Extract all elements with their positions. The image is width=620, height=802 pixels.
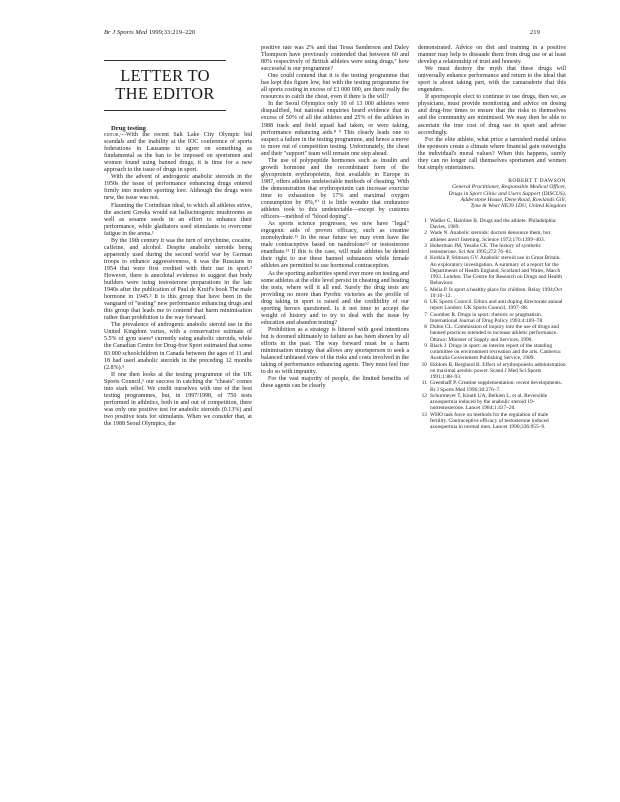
section-title-line-1: LETTER TO xyxy=(120,66,210,85)
paragraph: Flaunting the Corinthian ideal, to which all athletes strive, the ancient Greeks would eat hallucinogenic mushrooms as well as sesame seeds in an effort to enhance their performance, while gladiators used stimulants to overcome fatigue in the arena.¹ xyxy=(104,202,252,237)
reference-text: Wadler G, Hainline B. Drugs and the athlete. Philadelphia: Davies, 1989. xyxy=(430,217,557,231)
section-title xyxy=(104,60,226,111)
reference-number: 7 xyxy=(424,311,427,318)
author-signature xyxy=(418,178,566,210)
paragraph: By the 19th century it was the turn of strychnine, cocaine, caffeine, and alcohol. Despite anabolic steroids being apparently used during the second world war by German troops to enhance aggressiveness, it was the Russians in 1954 that were first credited with their use in sport.² However, there is anecdotal evidence to suggest that body builders were using testosterone preparations in the late 1940s after the publication of Paul de Kruif's book The male hormone in 1945.³ It is this group that have been in the vanguard of "testing" new performance enhancing drugs and this group that leads me to contend that harm minimisation rather than prohibition is the way forward. xyxy=(104,237,252,322)
column-2 xyxy=(261,45,409,390)
paragraph: We must destroy the myth that these drugs will universally enhance performance and return to the ideal that sport is about taking part, with the camaraderie that this engenders. xyxy=(418,66,566,94)
reference-text: Ekblom B, Berglund B. Effect of erythropoietin administration on maximal aerobic power. Scand J Med Sci Sports 1991;1:88–93. xyxy=(430,361,566,381)
reference-number: 3 xyxy=(424,242,427,249)
paragraph: One could contend that it is the testing programme that has kept this figure low, but with the testing programme for all sports costing in excess of £1 000 000, are there really the resources to catch the cheat, even if there is the will? xyxy=(261,73,409,101)
reference-text: Wade N. Anabolic steroids: doctors denounce them, but athletes aren't listening. Science 1972;176:1399–403. xyxy=(430,230,551,243)
reference-item xyxy=(418,287,566,300)
reference-number: 8 xyxy=(424,324,427,331)
journal-citation: 1999;33:219–220 xyxy=(147,29,196,36)
reference-item xyxy=(418,243,566,256)
reference-text: Coomber R. Drugs in sport: rhetoric or pragmatism. International Journal of Drug Policy 1993;4:169–78. xyxy=(430,311,544,324)
paragraph: As the sporting authorities spend ever more on testing and some athletes at the elite level persist in cheating and beating the tests, where will it all end. Surely the drug tests are providing no more than Pyrrhic victories as the profile of drug taking in sport is raised and the credibility of our sporting heroes questioned. Is it not time to accept the weight of history and to try to deal with the issue by education and abandon testing? xyxy=(261,270,409,326)
reference-number: 12 xyxy=(421,392,427,399)
reference-number: 4 xyxy=(424,255,427,262)
reference-item xyxy=(418,312,566,325)
author-affiliation-line: Drugs in Sport Clinic and Users Support (DISCUS), xyxy=(448,190,566,197)
paragraph: As sports science progresses, we now have "legal" ergogenic aids of proven efficacy, such as creatine monohydrate.¹¹ In the near future we may even have the male contraceptive based on nandrolone¹² or testosterone enanthate.¹³ If this is the case, will male athletes be denied their right to use these banned substances while female athletes are permitted to use hormonal contraception. xyxy=(261,221,409,270)
paragraph: The use of polypeptide hormones such as insulin and growth hormone and the recombinant form of the glycoprotein erythropoietin, first available in Europe in 1987, offers athletes undetectable methods of cheating. With the demonstration that erythropoietin can increase exercise time to exhaustion by 17% and maximal oxygen consumption by 8%,¹⁰ it is little wonder that endurance athletes took to this undetectable—except by customs officers—method of "blood doping". xyxy=(261,157,409,221)
paragraph: Prohibition as a strategy is littered with good intentions but is doomed ultimately to failure as has been shown by all efforts in the past. The way forward must be a harm minimisation strategy that allows any sportsperson to seek a balanced unbiased view of the risks and costs involved in the taking of performance enhancing agents. They must feel free to do so with impunity. xyxy=(261,326,409,376)
article-heading: Drug testing xyxy=(111,125,146,132)
reference-item xyxy=(418,412,566,431)
reference-text: Schurmeyer T, Knuth UA, Belkien L, et al. Reversible azoospermia induced by the anabolic steroid 19-nortestosterone. Lancet 1984;1:417–20. xyxy=(430,392,548,412)
reference-item xyxy=(418,255,566,286)
reference-number: 9 xyxy=(424,342,427,349)
reference-item xyxy=(418,230,566,243)
author-affiliation-line: General Practitioner, Responsible Medical Officer, xyxy=(451,184,566,191)
reference-text: WHO task force on methods for the regulation of male fertility. Contraceptive efficacy of testosterone induced azoospermia in normal men. Lancet 1990;336:955–9. xyxy=(430,411,549,431)
column-3 xyxy=(418,45,566,430)
reference-number: 11 xyxy=(421,380,427,387)
reference-text: Black J. Drugs in sport: an interim report of the standing committee on environment recreation and the arts. Canberra: Australia Government Publishing Service, 1989. xyxy=(430,342,562,362)
reference-item xyxy=(418,218,566,231)
reference-number: 2 xyxy=(424,230,427,237)
column-1 xyxy=(104,125,252,428)
journal-name: Br J Sports Med xyxy=(104,29,148,36)
reference-text: Dubin CL. Commission of inquiry into the use of drugs and banned practices intended to increase athletic performance. Ottawa: Minister of Supply and Services, 1990. xyxy=(430,324,559,343)
reference-item xyxy=(418,362,566,381)
paragraph: With the advent of androgenic anabolic steroids in the 1950s the issue of performance enhancing drugs entered firmly into modern sporting lore. Although the drugs were new, the issue was not. xyxy=(104,174,252,202)
author-affiliation-line: Adderstone House, Dene Road, Rowlands Gill, xyxy=(460,197,566,204)
paragraph: For the vast majority of people, the limited benefits of these agents can be clearly xyxy=(261,376,409,390)
reference-number: 6 xyxy=(424,299,427,306)
reference-item xyxy=(418,299,566,312)
author-name: ROBERT T DAWSON xyxy=(508,177,566,184)
reference-number: 1 xyxy=(424,217,427,224)
section-title-line-2: THE EDITOR xyxy=(115,84,215,103)
reference-number: 10 xyxy=(421,361,427,368)
page-number: 219 xyxy=(530,29,540,36)
editor-label: editor, xyxy=(104,132,120,139)
paragraph: If sportspeople elect to continue to use drugs, then we, as physicians, must provide monitoring and advice on dosing and drug-free times to ensure that the risks to themselves and the community are minimised. We may then be able to ascertain the true cost of drug use in sport and advise accordingly. xyxy=(418,94,566,136)
paragraph-text: —With the recent Salt Lake City Olympic bid scandals and the inability at the IOC conference of sports federations in Lausanne to agree on something as fundamental as the ban to be imposed on sportsmen and women found using banned drugs, it is time for a new approach to the issue of drugs in sport. xyxy=(104,132,252,174)
reference-item xyxy=(418,393,566,412)
reference-text: Melia P. Is sport a healthy place for children. Relay 1994;Oct 10:10–12. xyxy=(430,286,563,299)
reference-item xyxy=(418,380,566,393)
reference-text: Korkia P, Stimson GV. Anabolic steroid use in Great Britain. An exploratory investigation. A summary of a report for the Departments of Health England, Scotland and Wales, March 1993. London: The Centre for Research on Drugs and Health Behaviour. xyxy=(430,255,562,287)
reference-item xyxy=(418,343,566,362)
reference-text: UK Sports Council. Ethics and anti doping directorate annual report London: UK Sports Council, 1997–98. xyxy=(430,299,563,312)
paragraph: In the Seoul Olympics only 10 of 13 000 athletes were disqualified, but national enquiries heard evidence that in excess of 50% of all the athletes and 25% of the athletes in 1988 track and field squad had taken, or were taking, performance enhancing aids.⁸ ⁹ This clearly leads one to suspect a failure in the testing programme, and hence a move to more out of competition testing. Unfortunately, the cheat and their "support" team will remain one step ahead. xyxy=(261,101,409,157)
paragraph: positive rate was 2% and that Tessa Sanderson and Daley Thompson have previously contended that between 60 and 80% respectively of British athletes were using drugs,⁷ how successful is our programme? xyxy=(261,45,409,73)
paragraph: demonstrated. Advice on diet and training in a positive manner may help to dissuade them from drug use or at least develop a relationship of trust and honesty. xyxy=(418,45,566,66)
paragraph xyxy=(104,132,252,174)
paragraph: For the elite athlete, what price a tarnished medal unless the sponsors create a climate where financial gain outweighs the individual's moral values? When this happens, surely they can no longer call themselves sportsmen and women but simply entertainers. xyxy=(418,136,566,171)
reference-list xyxy=(418,218,566,431)
paragraph: The prevalence of androgenic anabolic steroid use in the United Kingdom varies, with a conservative estimate of 5.5% of gym users⁴ currently using anabolic steroids, while the Canadian Centre for Drug-free Sport estimated that some 83 000 schoolchildren in Canada between the ages of 11 and 18 had used anabolic steroids in the preceding 12 months (2.8%).⁵ xyxy=(104,322,252,371)
reference-text: Greenhaff P. Creatine supplementation: recent developments. Br J Sports Med 1996;30:276–7. xyxy=(430,380,563,393)
paragraph: If one then looks at the testing programme of the UK Sports Council,⁶ our success in catching the "cheats" comes into stark relief. We credit ourselves with one of the best testing programmes, but, in 1997/1998, of 750 tests performed in athletics, both in and out of competition, there was only one positive test for anabolic steroids (0.13%) and two positive tests for stimulants. When we consider that, at the 1988 Seoul Olympics, the xyxy=(104,371,252,427)
reference-number: 13 xyxy=(421,411,427,418)
running-header xyxy=(104,29,195,36)
reference-item xyxy=(418,324,566,343)
reference-text: Hoberman JM, Yesalis CE. The history of synthetic testosterone. Sci Am 1995;272:76–81. xyxy=(430,242,541,256)
reference-number: 5 xyxy=(424,286,427,293)
author-affiliation-line: Tyne & Wear NE39 1DU, United Kingdom xyxy=(470,203,566,210)
